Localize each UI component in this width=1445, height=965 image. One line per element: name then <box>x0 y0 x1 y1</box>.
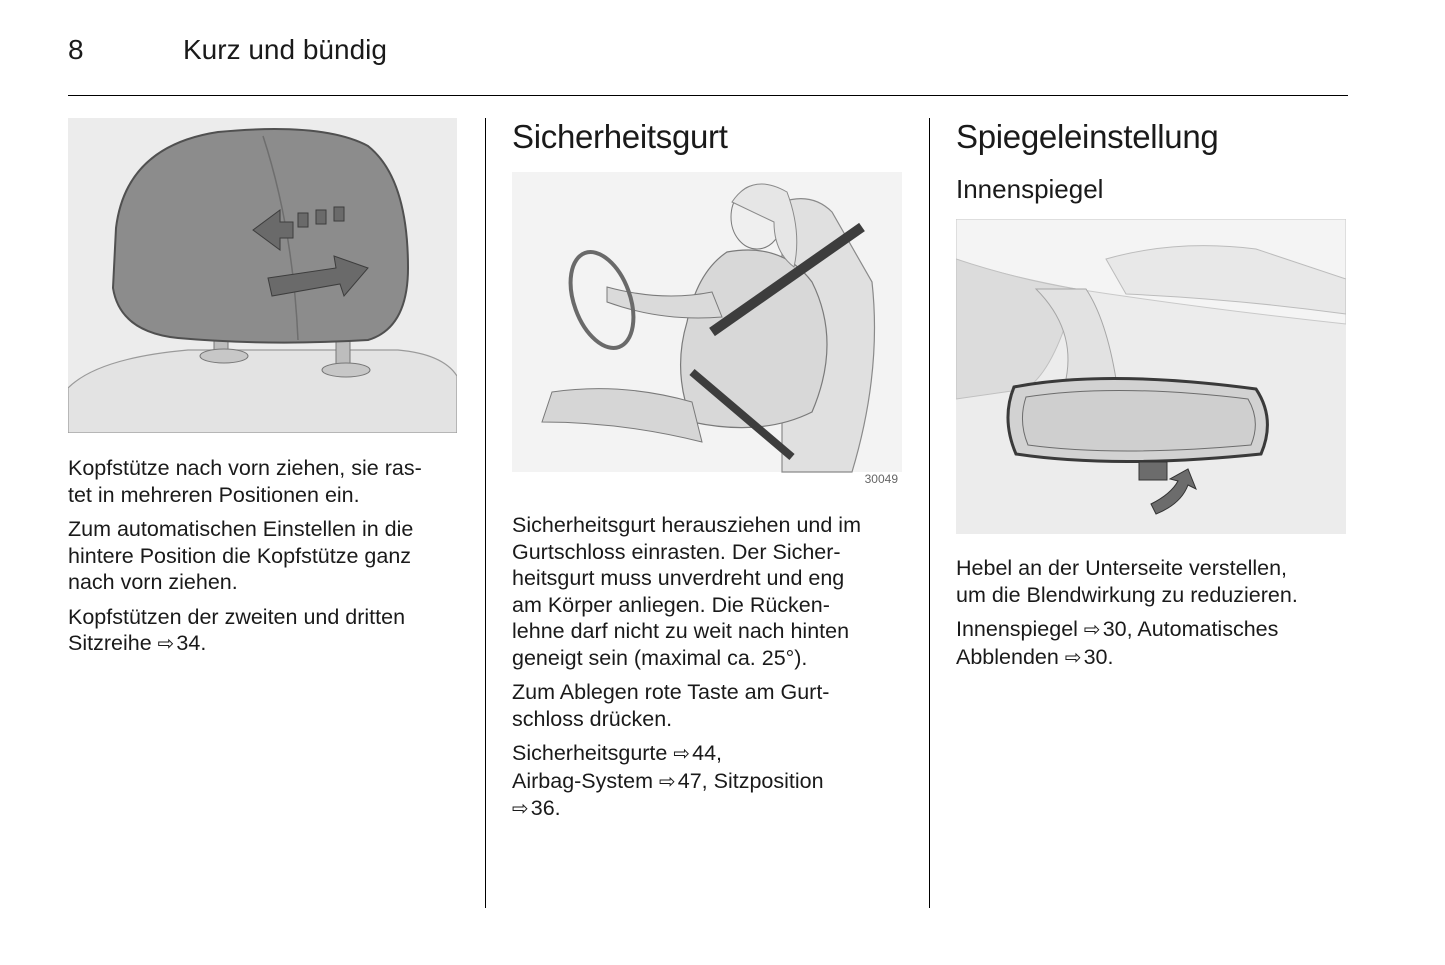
page-reference-icon: ⇨ <box>673 743 691 765</box>
text-line: Zum Ablegen rote Taste am Gurt- <box>512 680 830 704</box>
ref-text: Airbag-System <box>512 768 653 793</box>
text-line: Kopfstützen der zweiten und dritten <box>68 604 406 629</box>
column-divider <box>485 118 486 908</box>
text-line <box>512 768 922 796</box>
text-line: Hebel an der Unterseite verstellen, <box>956 556 1288 580</box>
paragraph <box>512 512 922 671</box>
column-divider <box>929 118 930 908</box>
section-heading-seatbelt: Sicherheitsgurt <box>512 118 728 155</box>
page-reference[interactable]: 36. <box>530 796 561 820</box>
text-line <box>956 616 1356 644</box>
column1-text <box>68 455 468 666</box>
text-line: Kopfstütze nach vorn ziehen, sie ras- <box>68 456 422 480</box>
subheading-interior-mirror: Innenspiegel <box>956 174 1104 204</box>
column2-text <box>512 512 922 831</box>
page-reference-icon: ⇨ <box>1064 646 1082 669</box>
page-reference[interactable]: 30, Automatisches <box>1102 617 1279 641</box>
chapter-title: Kurz und bündig <box>183 34 387 65</box>
paragraph <box>956 555 1356 608</box>
paragraph <box>512 679 922 732</box>
page-reference[interactable]: 47, Sitzposition <box>677 768 824 793</box>
paragraph <box>68 604 468 658</box>
section-heading-mirror: Spiegeleinstellung <box>956 118 1219 155</box>
ref-text: Sicherheitsgurte <box>512 741 668 765</box>
mirror-illustration <box>956 219 1346 534</box>
text-line: Sicherheitsgurt herausziehen und im <box>512 513 861 537</box>
figure-code: 30049 <box>864 472 898 486</box>
column3-text <box>956 555 1356 679</box>
text-line <box>956 644 1356 672</box>
text-line: hintere Position die Kopfstütze ganz <box>68 543 412 568</box>
text-line: lehne darf nicht zu weit nach hinten <box>512 619 850 643</box>
text-line: nach vorn ziehen. <box>68 570 238 594</box>
ref-text: Sitzreihe <box>68 631 152 655</box>
page-reference-icon: ⇨ <box>658 770 676 793</box>
text-line <box>512 740 922 768</box>
page-reference-icon: ⇨ <box>1083 619 1101 641</box>
page-reference[interactable]: 30. <box>1083 644 1114 669</box>
text-line: um die Blendwirkung zu reduzieren. <box>956 582 1298 607</box>
text-line: am Körper anliegen. Die Rücken- <box>512 592 830 617</box>
page-reference[interactable]: 34. <box>176 631 207 655</box>
page-reference[interactable]: 44, <box>692 741 723 765</box>
page-reference-icon: ⇨ <box>512 798 529 820</box>
text-line: tet in mehreren Positionen ein. <box>68 482 360 507</box>
paragraph <box>68 455 468 508</box>
text-line: heitsgurt muss unverdreht und eng <box>512 566 845 590</box>
paragraph <box>956 616 1356 671</box>
page-number: 8 <box>68 34 84 65</box>
text-line: Zum automatischen Einstellen in die <box>68 517 414 541</box>
headrest-illustration <box>68 118 457 433</box>
ref-text: Abblenden <box>956 644 1059 669</box>
ref-text: Innenspiegel <box>956 617 1078 641</box>
text-line: schloss drücken. <box>512 706 673 731</box>
paragraph <box>512 740 922 823</box>
paragraph <box>68 516 468 596</box>
text-line <box>512 795 922 823</box>
page-reference-icon: ⇨ <box>157 633 175 655</box>
header-rule <box>68 95 1348 96</box>
text-line: geneigt sein (maximal ca. 25°). <box>512 645 808 670</box>
seatbelt-illustration <box>512 172 902 490</box>
text-line: Gurtschloss einrasten. Der Sicher- <box>512 539 841 564</box>
text-line <box>68 630 468 658</box>
